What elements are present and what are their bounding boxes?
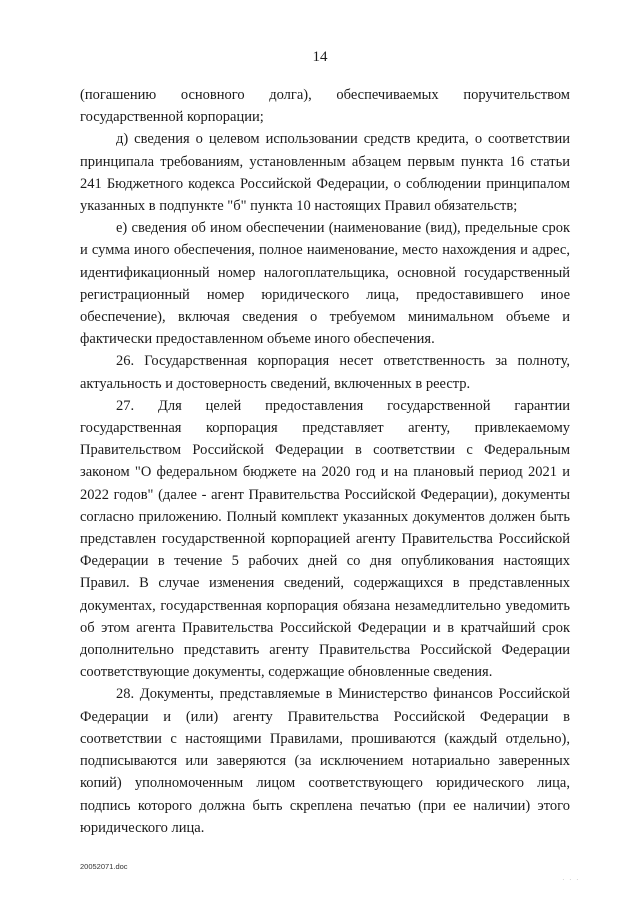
paragraph-continuation: (погашению основного долга), обеспечиваемых поручительством государственной корпорации; [80,87,570,126]
paragraph-clause-28: 28. Документы, представляемые в Министерство финансов Российской Федерации и (или) агенту Правительства Российской Федерации в соответствии с настоящими Правилами, прошиваются (каждый отдельно), подписываются или заверяются (за исключением нотариально заверенных копий) уполномоченным лицом соответствующего юридического лица, подпись которого должна быть скреплена печатью (при ее наличии) этого юридического лица. [80,686,570,836]
page-number: 14 [312,49,328,65]
document-body [80,84,570,839]
footer-filename: 20052071.doc [80,862,128,871]
paragraph-subitem-d: д) сведения о целевом использовании средств кредита, о соответствии принципала требованиям, установленным абзацем первым пункта 16 статьи 241 Бюджетного кодекса Российской Федерации, о соблюдении принципалом указанных в подпункте "б" пункта 10 настоящих Правил обязательств; [80,131,570,215]
paragraph-clause-26: 26. Государственная корпорация несет ответственность за полноту, актуальность и достоверность сведений, включенных в реестр. [80,353,570,392]
paragraph-clause-27: 27. Для целей предоставления государственной гарантии государственная корпорация представляет агенту, привлекаемому Правительством Российской Федерации в соответствии с Федеральным законом "О федеральном бюджете на 2020 год и на плановый период 2021 и 2022 годов" (далее - агент Правительства Российской Федерации), документы согласно приложению. Полный комплект указанных документов должен быть представлен государственной корпорацией агенту Правительства Российской Федерации в течение 5 рабочих дней со дня опубликования настоящих Правил. В случае изменения сведений, содержащихся в представленных документах, государственная корпорация обязана незамедлительно уведомить об этом агента Правительства Российской Федерации и в кратчайший срок дополнительно представить агенту Правительства Российской Федерации соответствующие документы, содержащие обновленные сведения. [80,397,570,681]
paragraph-subitem-e: е) сведения об ином обеспечении (наименование (вид), предельные срок и сумма иного обеспечения, полное наименование, место нахождения и адрес, идентификационный номер налогоплательщика, основной государственный регистрационный номер юридического лица, предоставившего иное обеспечение), включая сведения о требуемом минимальном объеме и фактически предоставленном объеме иного обеспечения. [80,220,570,348]
corner-mark: . . . [562,876,580,882]
